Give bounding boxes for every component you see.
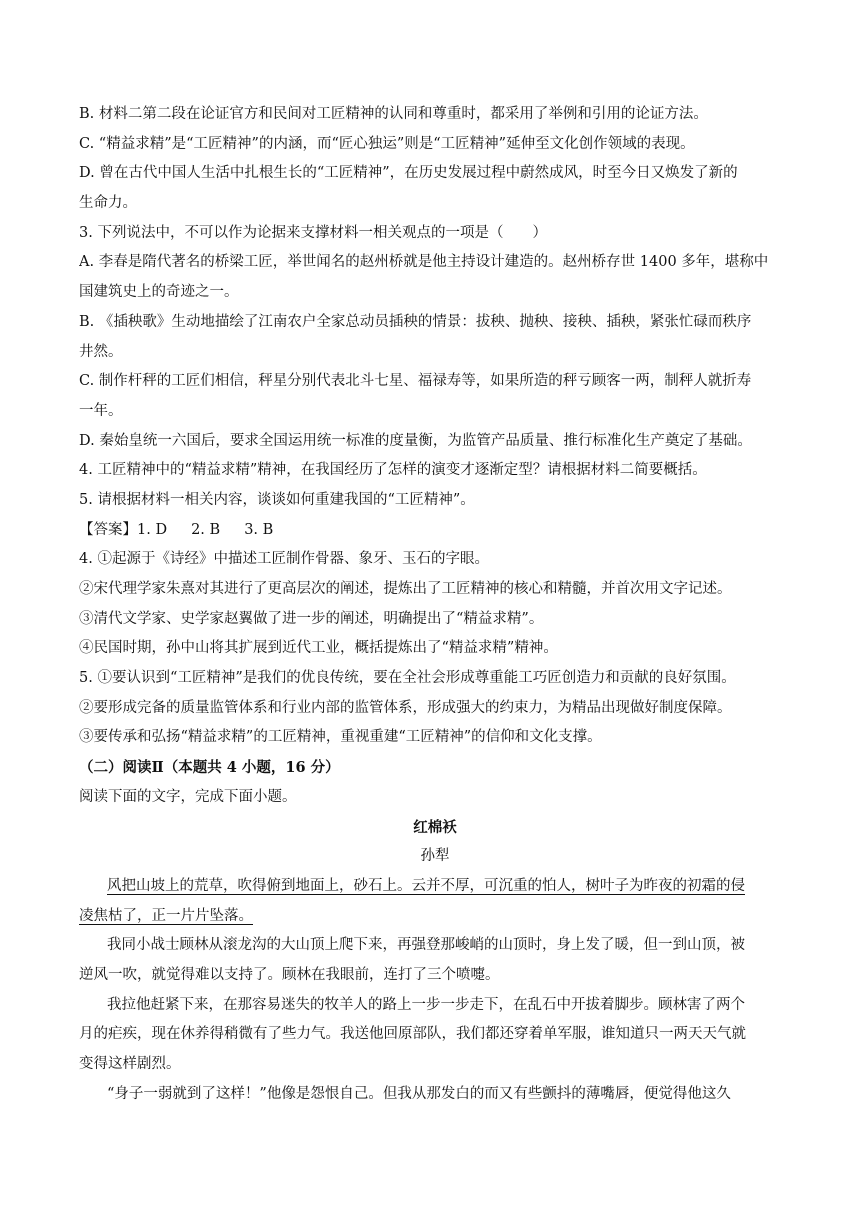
story-paragraph-1-line1: 风把山坡上的荒草，吹得俯到地面上，砂石上。云并不厚，可沉重的怕人，树叶子为昨夜的初霜的侵 [107, 877, 745, 894]
option-d-q3: D. 秦始皇统一六国后，要求全国运用统一标准的度量衡，为监管产品质量、推行标准化生产奠定了基础。 [79, 432, 752, 449]
story-paragraph-3-line3: 变得这样剧烈。 [79, 1056, 181, 1072]
section-header: （二）阅读Ⅱ（本题共 4 小题，16 分） [79, 759, 340, 777]
option-c-q2: C. “精益求精”是“工匠精神”的内涵，而“匠心独运”则是“工匠精神”延伸至文化创作领域的表现。 [79, 135, 695, 152]
question-5: 5. 请根据材料一相关内容，谈谈如何重建我国的“工匠精神”。 [79, 491, 475, 508]
story-paragraph-1-line2: 凌焦枯了，正一片片坠落。 [79, 907, 253, 924]
option-d-q2-line2: 生命力。 [79, 195, 137, 212]
story-paragraph-3-line1: 我拉他赶紧下来，在那容易迷失的牧羊人的路上一步一步走下，在乱石中开拔着脚步。顾林害了两个 [107, 996, 745, 1013]
story-paragraph-4-line1: “身子一弱就到了这样！”他像是怨恨自己。但我从那发白的而又有些颤抖的薄嘴唇，便觉得他这久 [107, 1085, 731, 1102]
question-4: 4. 工匠精神中的“精益求精”精神，在我国经历了怎样的演变才逐渐定型？请根据材料二简要概括。 [79, 462, 707, 479]
option-b-q3-line1: B. 《插秧歌》生动地描绘了江南农户全家总动员插秧的情景：拔秧、抛秧、接秧、插秧，紧张忙碌而秩序 [79, 313, 752, 330]
option-a-q3-line2: 国建筑史上的奇迹之一。 [79, 284, 239, 301]
story-title: 红棉袄 [413, 818, 457, 836]
reading-instruction: 阅读下面的文字，完成下面小题。 [79, 788, 297, 805]
answer-label: 【答案】 [79, 521, 137, 538]
document-page [79, 100, 791, 1109]
answer-4-point-4: ④民国时期，孙中山将其扩展到近代工业，概括提炼出了“精益求精”精神。 [79, 640, 558, 657]
answer-5-point-1: 5. ①要认识到“工匠精神”是我们的优良传统，要在全社会形成尊重能工巧匠创造力和贡献的良好氛围。 [79, 670, 736, 687]
answer-5-point-2: ②要形成完备的质量监管体系和行业内部的监管体系，形成强大的约束力，为精品出现做好制度保障。 [79, 699, 732, 716]
story-paragraph-2-line1: 我同小战士顾林从滚龙沟的大山顶上爬下来，再强登那峻峭的山顶时，身上发了暖，但一到山顶，被 [107, 937, 745, 954]
option-b-q2: B. 材料二第二段在论证官方和民间对工匠精神的认同和尊重时，都采用了举例和引用的论证方法。 [79, 106, 708, 122]
option-d-q2-line1: D. 曾在古代中国人生活中扎根生长的“工匠精神”，在历史发展过程中蔚然成风，时至今日又焕发了新的 [79, 165, 738, 182]
answer-1: 1. D [137, 521, 168, 538]
answer-4-point-1: 4. ①起源于《诗经》中描述工匠制作骨器、象牙、玉石的字眼。 [79, 551, 489, 568]
answer-5-point-3: ③要传承和弘扬“精益求精”的工匠精神，重视重建“工匠精神”的信仰和文化支撑。 [79, 729, 602, 746]
option-a-q3-line1: A. 李春是隋代著名的桥梁工匠，举世闻名的赵州桥就是他主持设计建造的。赵州桥存世 1400 多年，堪称中 [79, 254, 769, 271]
answer-row [79, 516, 791, 546]
option-c-q3-line2: 一年。 [79, 402, 123, 419]
story-paragraph-3-line2: 月的疟疾，现在休养得稍微有了些力气。我送他回原部队，我们都还穿着单军服，谁知道只一两天天气就 [79, 1026, 746, 1043]
option-b-q3-line2: 井然。 [79, 343, 123, 360]
answer-4-point-3: ③清代文学家、史学家赵翼做了进一步的阐述，明确提出了“精益求精”。 [79, 610, 544, 627]
answer-3: 3. B [244, 521, 274, 538]
option-c-q3-line1: C. 制作杆秤的工匠们相信，秤星分别代表北斗七星、福禄寿等，如果所造的秤亏顾客一两，制秤人就折寿 [79, 373, 752, 390]
answer-2: 2. B [191, 521, 221, 538]
question-3: 3. 下列说法中，不可以作为论据来支撑材料一相关观点的一项是（ ） [79, 224, 547, 241]
story-author: 孙犁 [420, 848, 450, 865]
story-paragraph-2-line2: 逆风一吹，就觉得难以支持了。顾林在我眼前，连打了三个喷嚏。 [79, 966, 500, 983]
answer-4-point-2: ②宋代理学家朱熹对其进行了更高层次的阐述，提炼出了工匠精神的核心和精髓，并首次用文字记述。 [79, 581, 732, 597]
